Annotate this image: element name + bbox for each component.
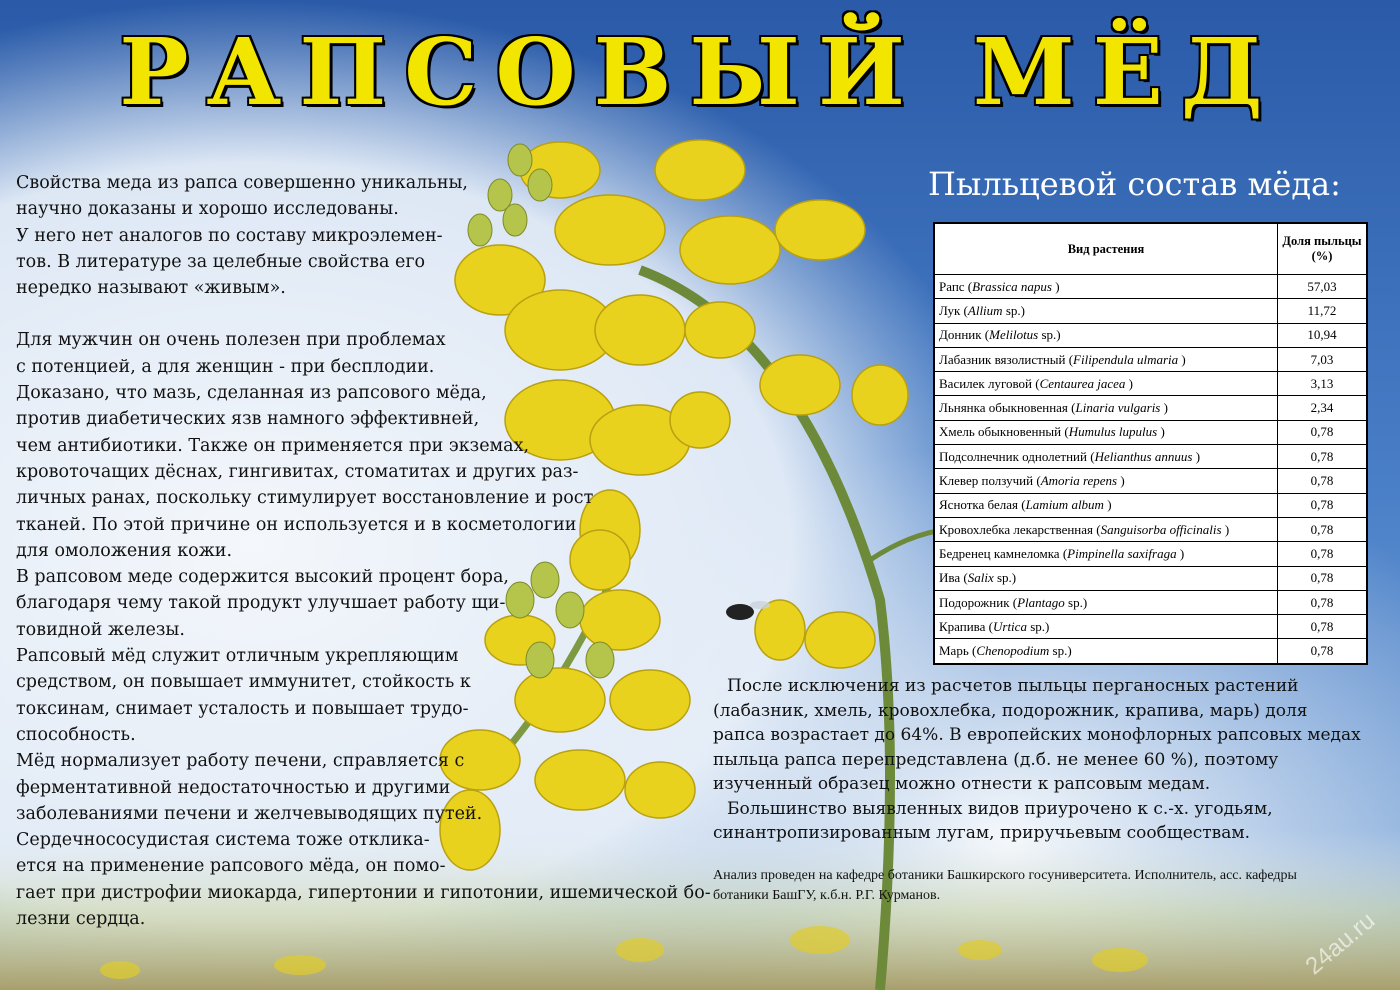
pollen-composition-table (933, 222, 1368, 665)
table-row (934, 323, 1367, 347)
right-paragraph: Большинство выявленных видов приурочено к с.-х. угодьям, синантропизированным лугам, приручьевым сообществам. (713, 798, 1273, 843)
plant-latin-name: Humulus lupulus (1068, 424, 1158, 440)
pollen-share-cell: 0,78 (1278, 590, 1368, 614)
plant-name: Подорожник ( (939, 594, 1018, 610)
plant-name: Лук ( (939, 302, 968, 318)
plant-latin-name: Amoria repens (1040, 473, 1118, 489)
plant-name: Кровохлебка лекарственная ( (939, 521, 1101, 537)
plant-name-suffix: ) (1160, 400, 1168, 416)
left-line: нередко называют «живым». (16, 278, 286, 299)
plant-name-cell (934, 396, 1278, 420)
plant-latin-name: Pimpinella saxifraga (1067, 545, 1177, 561)
plant-latin-name: Linaria vulgaris (1075, 400, 1161, 416)
left-line: против диабетических язв намного эффективней, (16, 409, 480, 430)
left-line: Для мужчин он очень полезен при проблемах (16, 330, 446, 351)
table-row (934, 566, 1367, 590)
plant-name: Бедренец камнеломка ( (939, 545, 1068, 561)
plant-name: Ива ( (939, 570, 968, 586)
right-body-text (713, 674, 1363, 846)
plant-name: Хмель обыкновенный ( (939, 424, 1069, 440)
plant-latin-name: Salix (967, 570, 994, 586)
plant-name-suffix: sp.) (1049, 643, 1072, 659)
pollen-share-cell: 2,34 (1278, 396, 1368, 420)
left-line: товидной железы. (16, 619, 185, 640)
paragraph-gap (16, 301, 716, 327)
left-line: тканей. По этой причине он используется и в косметологии (16, 514, 577, 535)
plant-latin-name: Melilotus (989, 327, 1039, 343)
left-line: научно доказаны и хорошо исследованы. (16, 199, 399, 220)
left-body-text (16, 170, 716, 932)
table-row (934, 299, 1367, 323)
plant-latin-name: Filipendula ulmaria (1073, 351, 1179, 367)
plant-name-suffix: ) (1125, 375, 1133, 391)
plant-name: Крапива ( (939, 618, 993, 634)
plant-name-cell (934, 590, 1278, 614)
plant-name-suffix: ) (1157, 424, 1165, 440)
plant-latin-name: Urtica (993, 618, 1027, 634)
plant-latin-name: Brassica napus (972, 278, 1052, 294)
left-line: У него нет аналогов по составу микроэлемен- (16, 225, 443, 246)
table-row (934, 615, 1367, 639)
plant-name-cell (934, 639, 1278, 664)
table-row (934, 445, 1367, 469)
pollen-share-cell: 0,78 (1278, 542, 1368, 566)
plant-name-cell (934, 420, 1278, 444)
plant-name-cell (934, 517, 1278, 541)
plant-name-cell (934, 615, 1278, 639)
pollen-share-cell: 0,78 (1278, 639, 1368, 664)
pollen-share-cell: 3,13 (1278, 372, 1368, 396)
table-row (934, 639, 1367, 664)
table-heading: Пыльцевой состав мёда: (928, 165, 1341, 203)
table-row (934, 275, 1367, 299)
plant-name-suffix: sp.) (993, 570, 1017, 586)
plant-name-suffix: ) (1103, 497, 1112, 513)
left-line: заболеваниями печени и желчевыводящих путей. (16, 803, 483, 824)
pollen-share-cell: 10,94 (1278, 323, 1368, 347)
plant-latin-name: Centaurea jacea (1039, 375, 1126, 391)
pollen-share-cell: 0,78 (1278, 566, 1368, 590)
left-line: ферментативной недостаточностью и другими (16, 777, 451, 798)
left-line: благодаря чему такой продукт улучшает работу щи- (16, 593, 506, 614)
table-row (934, 493, 1367, 517)
table-row (934, 590, 1367, 614)
pollen-share-cell: 0,78 (1278, 517, 1368, 541)
plant-name-cell (934, 299, 1278, 323)
plant-name-suffix: sp.) (1002, 302, 1025, 318)
left-line: ется на применение рапсового мёда, он помо- (16, 856, 446, 877)
left-line: Мёд нормализует работу печени, справляется с (16, 751, 465, 772)
plant-name-suffix: sp.) (1038, 327, 1061, 343)
plant-name-cell (934, 323, 1278, 347)
plant-name-cell (934, 542, 1278, 566)
plant-name-suffix: ) (1051, 278, 1060, 294)
table-header-row (934, 223, 1367, 275)
plant-latin-name: Chenopodium (976, 643, 1050, 659)
plant-latin-name: Plantago (1017, 594, 1065, 610)
left-line: Рапсовый мёд служит отличным укрепляющим (16, 646, 459, 667)
pollen-share-cell: 0,78 (1278, 469, 1368, 493)
left-line: средством, он повышает иммунитет, стойкость к (16, 672, 471, 693)
left-line: способность. (16, 724, 136, 745)
plant-name-suffix: ) (1192, 448, 1201, 464)
column-header-plant: Вид растения (934, 223, 1278, 275)
pollen-share-cell: 11,72 (1278, 299, 1368, 323)
pollen-share-cell: 57,03 (1278, 275, 1368, 299)
left-line: с потенцией, а для женщин - при бесплодии. (16, 356, 435, 377)
plant-latin-name: Sanguisorba officinalis (1100, 521, 1222, 537)
table-row (934, 372, 1367, 396)
plant-name-suffix: ) (1176, 545, 1185, 561)
plant-name: Рапс ( (939, 278, 973, 294)
left-line: токсинам, снимает усталость и повышает трудо- (16, 698, 469, 719)
left-line: тов. В литературе за целебные свойства его (16, 251, 426, 272)
pollen-share-cell: 0,78 (1278, 615, 1368, 639)
plant-name: Василек луговой ( (939, 375, 1040, 391)
plant-latin-name: Lamium album (1025, 497, 1104, 513)
plant-name: Подсолнечник однолетний ( (939, 448, 1095, 464)
watermark: 24au.ru (1300, 907, 1381, 981)
left-line: кровоточащих дёснах, гингивитах, стоматитах и других раз- (16, 461, 579, 482)
plant-name-cell (934, 347, 1278, 371)
plant-latin-name: Helianthus annuus (1094, 448, 1193, 464)
table-row (934, 469, 1367, 493)
left-line: лезни сердца. (16, 909, 146, 930)
plant-name-suffix: sp.) (1064, 594, 1088, 610)
left-line: Сердечнососудистая система тоже отклика- (16, 830, 430, 851)
right-paragraph: После исключения из расчетов пыльцы перганосных растений (лабазник, хмель, кровохлебка, подорожник, крапива, марь) доля рапса возрастает до 64%. В европейских монофлорных рапсовых медах пыльца рапса перепредставлена (д.б. не менее 60 %), поэтому изученный образец можно отнести к рапсовым медам. (713, 676, 1361, 794)
plant-name-suffix: ) (1117, 473, 1125, 489)
left-line: личных ранах, поскольку стимулирует восстановление и рост (16, 488, 594, 509)
pollen-share-cell: 0,78 (1278, 493, 1368, 517)
plant-name: Лабазник вязолистный ( (939, 351, 1074, 367)
pollen-share-cell: 7,03 (1278, 347, 1368, 371)
plant-latin-name: Allium (967, 302, 1003, 318)
plant-name-suffix: sp.) (1026, 618, 1050, 634)
plant-name: Клевер ползучий ( (939, 473, 1041, 489)
plant-name: Льнянка обыкновенная ( (939, 400, 1076, 416)
left-line: для омоложения кожи. (16, 540, 233, 561)
plant-name-suffix: ) (1221, 521, 1230, 537)
plant-name: Яснотка белая ( (939, 497, 1026, 513)
table-row (934, 347, 1367, 371)
table-row (934, 396, 1367, 420)
page-title: РАПСОВЫЙ МЁД (119, 18, 1281, 126)
plant-name: Марь ( (939, 643, 977, 659)
left-line: гает при дистрофии миокарда, гипертонии и гипотонии, ишемической бо- (16, 882, 711, 903)
plant-name-cell (934, 566, 1278, 590)
pollen-share-cell: 0,78 (1278, 420, 1368, 444)
left-line: чем антибиотики. Также он применяется при экземах, (16, 435, 530, 456)
left-line: Доказано, что мазь, сделанная из рапсового мёда, (16, 383, 487, 404)
plant-name-cell (934, 372, 1278, 396)
plant-name-suffix: ) (1178, 351, 1186, 367)
plant-name-cell (934, 445, 1278, 469)
left-line: В рапсовом меде содержится высокий процент бора, (16, 567, 509, 588)
footnote: Анализ проведен на кафедре ботаники Башкирского госуниверситета. Исполнитель, асс. кафедры ботаники БашГУ, к.б.н. Р.Г. Курманов. (713, 868, 1297, 903)
column-header-share: Доля пыльцы (%) (1278, 223, 1368, 275)
plant-name: Донник ( (939, 327, 990, 343)
table-row (934, 542, 1367, 566)
table-body (934, 275, 1367, 664)
table-row (934, 420, 1367, 444)
table-row (934, 517, 1367, 541)
plant-name-cell (934, 493, 1278, 517)
plant-name-cell (934, 275, 1278, 299)
plant-name-cell (934, 469, 1278, 493)
pollen-share-cell: 0,78 (1278, 445, 1368, 469)
left-line: Свойства меда из рапса совершенно уникальны, (16, 173, 468, 193)
